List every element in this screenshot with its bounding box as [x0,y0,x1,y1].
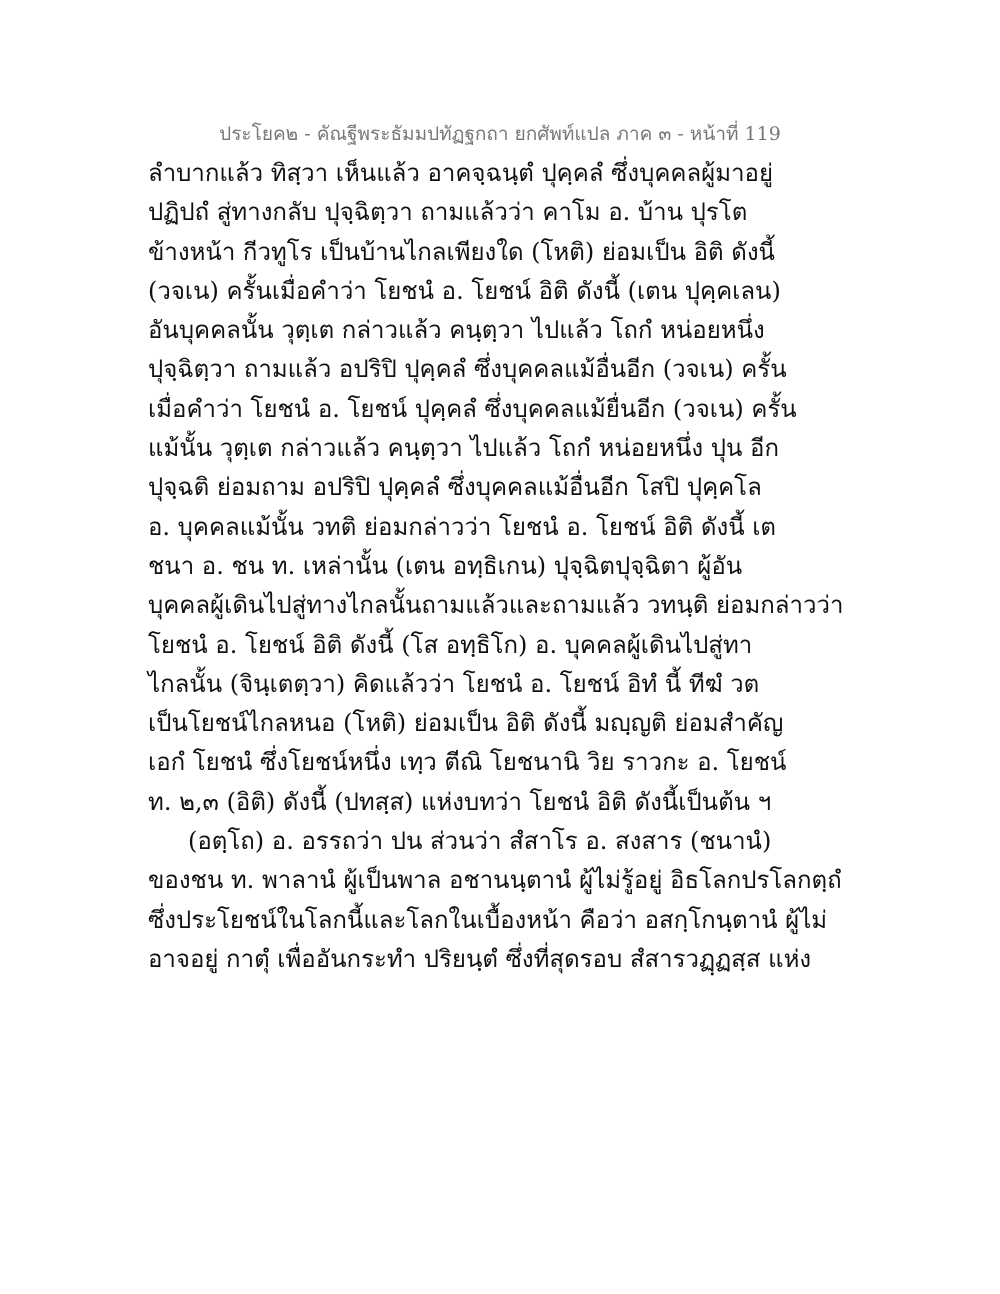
text-line: ปฏิปถํ สู่ทางกลับ ปุจฺฉิตฺวา ถามแล้วว่า คาโม อ. บ้าน ปุรโต [148,198,748,227]
paragraph-start-line: (อตฺโถ) อ. อรรถว่า ปน ส่วนว่า สํสาโร อ. สงสาร (ชนานํ) [188,827,772,856]
text-line: ซึ่งประโยชน์ในโลกนี้และโลกในเบื้องหน้า คือว่า อสกฺโกนฺตานํ ผู้ไม่ [148,905,828,934]
body-text [148,154,848,979]
text-line: ไกลนั้น (จินฺเตตฺวา) คิดแล้วว่า โยชนํ อ. โยชน์ อิทํ นี้ ทีฆํ วต [148,669,760,698]
page-header: ประโยค๒ - คัณฐีพระธัมมปทัฏฐกถา ยกศัพท์แปล ภาค ๓ - หน้าที่ 119 [219,123,781,145]
text-line: เมื่อคำว่า โยชนํ อ. โยชน์ ปุคฺคลํ ซึ่งบุคคลแม้ยื่นอีก (วจเน) ครั้น [148,394,797,423]
text-line: ลำบากแล้ว ทิสฺวา เห็นแล้ว อาคจฺฉนฺตํ ปุคฺคลํ ซึ่งบุคคลผู้มาอยู่ [148,159,774,187]
text-line: ชนา อ. ชน ท. เหล่านั้น (เตน อทฺธิเกน) ปุจฺฉิตปุจฺฉิตา ผู้อัน [148,551,743,580]
text-line: บุคคลผู้เดินไปสู่ทางไกลนั้นถามแล้วและถามแล้ว วทนฺติ ย่อมกล่าวว่า [148,591,844,620]
text-line: แม้นั้น วุตฺเต กล่าวแล้ว คนฺตฺวา ไปแล้ว โถกํ หน่อยหนึ่ง ปุน อีก [148,434,779,463]
text-line: เป็นโยชน์ไกลหนอ (โหติ) ย่อมเป็น อิติ ดังนี้ มญฺญติ ย่อมสำคัญ [148,709,784,738]
text-line: ท. ๒,๓ (อิติ) ดังนี้ (ปทสฺส) แห่งบทว่า โยชนํ อิติ ดังนี้เป็นต้น ฯ [148,787,772,816]
text-line: ข้างหน้า กีวทูโร เป็นบ้านไกลเพียงใด (โหติ) ย่อมเป็น อิติ ดังนี้ [148,237,775,266]
text-line: อ. บุคคลแม้นั้น วทติ ย่อมกล่าวว่า โยชนํ อ. โยชน์ อิติ ดังนี้ เต [148,512,777,541]
text-line: โยชนํ อ. โยชน์ อิติ ดังนี้ (โส อทฺธิโก) อ. บุคคลผู้เดินไปสู่ทา [148,630,753,659]
text-line: อาจอยู่ กาตุํ เพื่ออันกระทำ ปริยนฺตํ ซึ่งที่สุดรอบ สํสารวฏฺฏสฺส แห่ง [148,944,812,973]
text-line: (วจเน) ครั้นเมื่อคำว่า โยชนํ อ. โยชน์ อิติ ดังนี้ (เตน ปุคฺคเลน) [148,276,781,305]
text-line: อันบุคคลนั้น วุตฺเต กล่าวแล้ว คนฺตฺวา ไปแล้ว โถกํ หน่อยหนึ่ง [148,316,765,345]
text-line: ของชน ท. พาลานํ ผู้เป็นพาล อชานนฺตานํ ผู้ไม่รู้อยู่ อิธโลกปรโลกตฺถํ [148,866,842,895]
text-line: ปุจฺฉติ ย่อมถาม อปริปิ ปุคฺคลํ ซึ่งบุคคลแม้อื่นอีก โสปิ ปุคฺคโล [148,473,762,502]
text-line: เอกํ โยชนํ ซึ่งโยชน์หนึ่ง เทฺว ตีณิ โยชนานิ วิย ราวกะ อ. โยชน์ [148,748,787,777]
text-line: ปุจฺฉิตฺวา ถามแล้ว อปริปิ ปุคฺคลํ ซึ่งบุคคลแม้อื่นอีก (วจเน) ครั้น [148,355,787,384]
